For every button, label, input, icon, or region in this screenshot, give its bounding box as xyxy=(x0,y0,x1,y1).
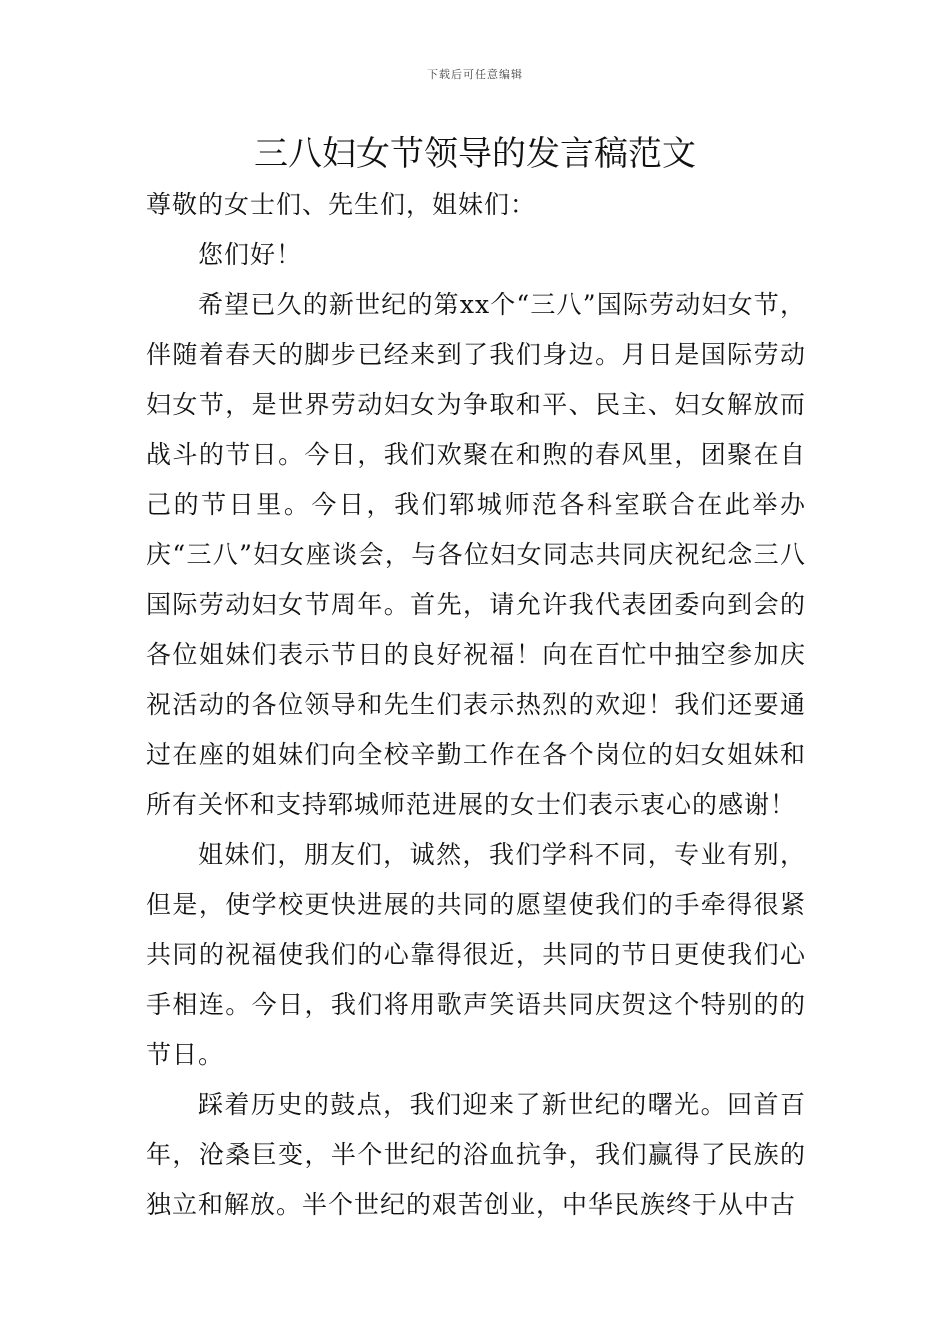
salutation: 尊敬的女士们、先生们，姐妹们： xyxy=(146,190,537,219)
greeting: 您们好！ xyxy=(198,240,303,269)
paragraph-2: 姐妹们，朋友们，诚然，我们学科不同，专业有别，但是，使学校更快进展的共同的愿望使我们的手牵得很紧共同的祝福使我们的心靠得很近，共同的节日更使我们心手相连。今日，我们将用歌声笑语共同庆贺这个特别的的节日。 xyxy=(146,840,806,1069)
document-body xyxy=(146,180,806,1230)
document-title: 三八妇女节领导的发言稿范文 xyxy=(254,134,696,174)
paragraph-1: 希望已久的新世纪的第xx个“三八”国际劳动妇女节，伴随着春天的脚步已经来到了我们身边。月日是国际劳动妇女节，是世界劳动妇女为争取和平、民主、妇女解放而战斗的节日。今日，我们欢聚在和煦的春风里，团聚在自己的节日里。今日，我们郓城师范各科室联合在此举办庆“三八”妇女座谈会，与各位妇女同志共同庆祝纪念三八国际劳动妇女节周年。首先，请允许我代表团委向到会的各位姐妹们表示节日的良好祝福！向在百忙中抽空参加庆祝活动的各位领导和先生们表示热烈的欢迎！我们还要通过在座的姐妹们向全校辛勤工作在各个岗位的妇女姐妹和所有关怀和支持郓城师范进展的女士们表示衷心的感谢！ xyxy=(146,290,806,819)
header-note: 下载后可任意编辑 xyxy=(427,68,523,81)
paragraph-3: 踩着历史的鼓点，我们迎来了新世纪的曙光。回首百年，沧桑巨变，半个世纪的浴血抗争，我们赢得了民族的独立和解放。半个世纪的艰苦创业，中华民族终于从中古 xyxy=(146,1090,806,1219)
